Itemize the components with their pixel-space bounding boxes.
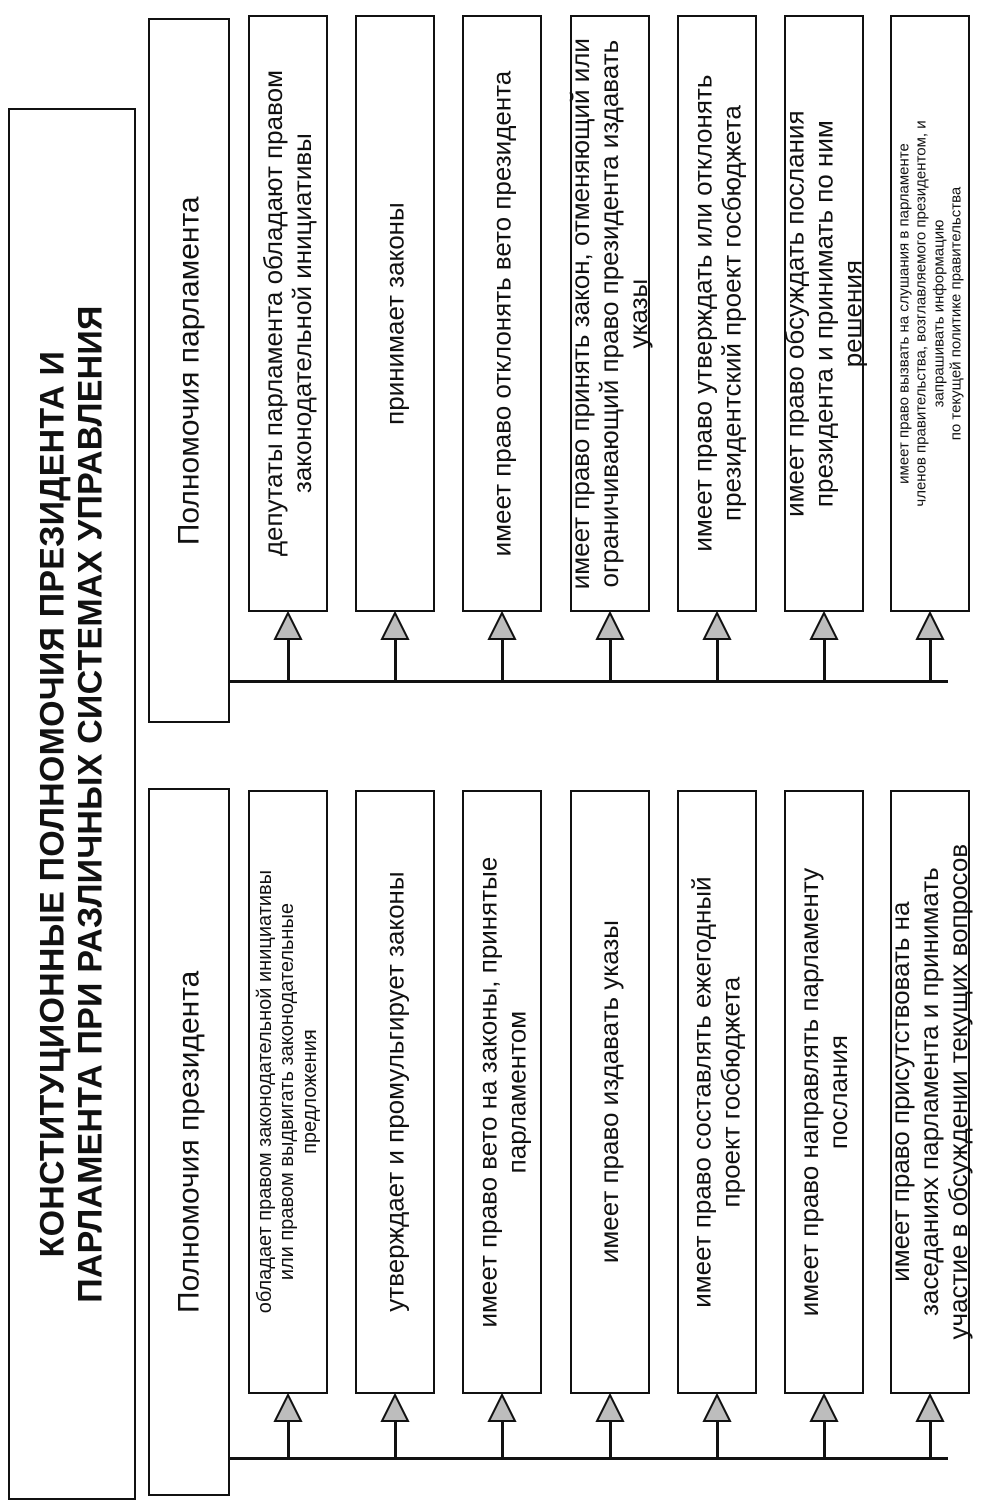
connector-line <box>501 1420 504 1458</box>
connector-line <box>609 638 612 681</box>
president-item-wrap <box>570 790 650 1394</box>
connector-line <box>394 1420 397 1458</box>
diagram-title <box>34 305 110 1302</box>
arrow-up-icon <box>809 1394 839 1424</box>
arrow-head <box>382 1395 408 1421</box>
connector-line <box>609 1420 612 1458</box>
parliament-item-text <box>566 38 653 589</box>
connector-line <box>929 638 932 681</box>
item-line: имеет право издавать указы <box>594 920 625 1264</box>
president-header: Полномочия президента <box>172 970 206 1314</box>
connector-line <box>929 1420 932 1458</box>
connector-line <box>394 638 397 681</box>
item-line: ограничивающий право президента издавать <box>594 39 625 588</box>
item-line: имеет право отклонять вето президента <box>486 70 517 557</box>
president-item-wrap <box>355 790 435 1394</box>
arrow-up-icon <box>809 612 839 642</box>
item-line: имеет право принять закон, отменяющий или <box>565 37 596 590</box>
item-line: членов правительства, возглавляемого президентом, и <box>912 120 930 507</box>
connector-line <box>287 638 290 681</box>
item-line: решения <box>837 259 868 368</box>
parliament-item-text <box>688 75 746 552</box>
item-line: парламентом <box>501 1010 531 1174</box>
item-line: имеет право присутствовать на <box>885 901 916 1283</box>
parliament-item-wrap <box>677 15 757 612</box>
arrow-head <box>489 613 515 639</box>
parliament-item-wrap <box>355 15 435 612</box>
parliament-item-wrap <box>779 15 868 612</box>
parliament-header-wrap <box>148 18 230 723</box>
arrow-head <box>917 613 943 639</box>
item-line: президента и принимать по ним <box>808 120 839 507</box>
president-item-text <box>688 876 746 1307</box>
connector-line <box>716 1420 719 1458</box>
president-item-text <box>254 870 321 1313</box>
president-item-wrap <box>784 790 864 1394</box>
arrow-up-icon <box>273 1394 303 1424</box>
item-line: президентский проект госбюджета <box>716 105 746 522</box>
arrow-head <box>917 1395 943 1421</box>
parliament-item-text <box>259 70 317 556</box>
connector-line <box>823 638 826 681</box>
parliament-item-wrap <box>248 15 328 612</box>
president-item-text <box>473 857 531 1328</box>
item-line: заседаниях парламента и принимать <box>914 867 945 1317</box>
arrow-up-icon <box>915 612 945 642</box>
arrow-head <box>275 613 301 639</box>
president-item-wrap <box>885 790 974 1394</box>
parliament-header: Полномочия парламента <box>172 196 206 545</box>
item-line: имеет право обсуждать послания <box>779 110 810 517</box>
parliament-item-text <box>380 202 409 425</box>
item-line: или правом выдвигать законодательные <box>276 903 299 1281</box>
connector-line <box>501 638 504 681</box>
arrow-head <box>275 1395 301 1421</box>
item-line: законодательной инициативы <box>287 133 318 494</box>
arrow-head <box>489 1395 515 1421</box>
parliament-item-wrap <box>462 15 542 612</box>
connector-line <box>287 1420 290 1458</box>
parliament-item-text <box>487 71 516 557</box>
item-line: утверждает и промульгирует законы <box>379 871 410 1313</box>
item-line: имеет право вето на законы, принятые <box>471 856 502 1328</box>
arrow-head <box>811 1395 837 1421</box>
item-line: имеет право вызвать на слушания в парламенте <box>895 143 913 484</box>
arrow-up-icon <box>487 612 517 642</box>
arrow-head <box>704 1395 730 1421</box>
president-item-wrap <box>462 790 542 1394</box>
title-line-2: ПАРЛАМЕНТА ПРИ РАЗЛИЧНЫХ СИСТЕМАХ УПРАВЛЕНИЯ <box>72 305 111 1303</box>
arrow-up-icon <box>915 1394 945 1424</box>
connector-line <box>823 1420 826 1458</box>
president-header-wrap <box>148 788 230 1496</box>
connector-line <box>716 638 719 681</box>
president-item-text <box>795 868 853 1316</box>
arrow-up-icon <box>273 612 303 642</box>
arrow-head <box>811 613 837 639</box>
president-item-text <box>886 844 973 1340</box>
item-line: по текущей политике правительства <box>947 186 965 441</box>
arrow-head <box>704 613 730 639</box>
arrow-up-icon <box>380 1394 410 1424</box>
president-item-wrap <box>677 790 757 1394</box>
item-line: принимает законы <box>379 202 410 425</box>
item-line: предложения <box>299 1029 322 1155</box>
title-wrap <box>8 108 136 1500</box>
parliament-bus-line <box>230 680 948 683</box>
arrow-head <box>382 613 408 639</box>
item-line: участие в обсуждении текущих вопросов <box>943 844 974 1340</box>
parliament-item-text <box>780 110 867 516</box>
title-line-1: КОНСТИТУЦИОННЫЕ ПОЛНОМОЧИЯ ПРЕЗИДЕНТА И <box>33 350 72 1258</box>
arrow-up-icon <box>487 1394 517 1424</box>
president-item-text <box>595 920 624 1263</box>
item-line: имеет право составлять ежегодный <box>686 876 717 1308</box>
arrow-up-icon <box>595 1394 625 1424</box>
arrow-head <box>597 1395 623 1421</box>
item-line: послания <box>823 1034 854 1150</box>
parliament-item-wrap <box>565 15 654 612</box>
arrow-up-icon <box>380 612 410 642</box>
item-line: имеет право утверждать или отклонять <box>686 75 717 552</box>
president-item-text <box>380 872 409 1312</box>
parliament-item-text <box>896 120 965 506</box>
arrow-head <box>597 613 623 639</box>
arrow-up-icon <box>702 1394 732 1424</box>
item-line: депутаты парламента обладают правом <box>257 70 288 557</box>
item-line: имеет право направлять парламенту <box>793 867 824 1317</box>
item-line: указы <box>623 278 654 349</box>
item-line: проект госбюджета <box>716 976 747 1208</box>
arrow-up-icon <box>595 612 625 642</box>
parliament-item-wrap <box>890 15 970 612</box>
president-bus-line <box>230 1457 948 1460</box>
item-line: запрашивать информацию <box>930 219 947 408</box>
arrow-up-icon <box>702 612 732 642</box>
item-line: обладает правом законодательной инициативы <box>254 870 277 1314</box>
president-item-wrap <box>248 790 328 1394</box>
